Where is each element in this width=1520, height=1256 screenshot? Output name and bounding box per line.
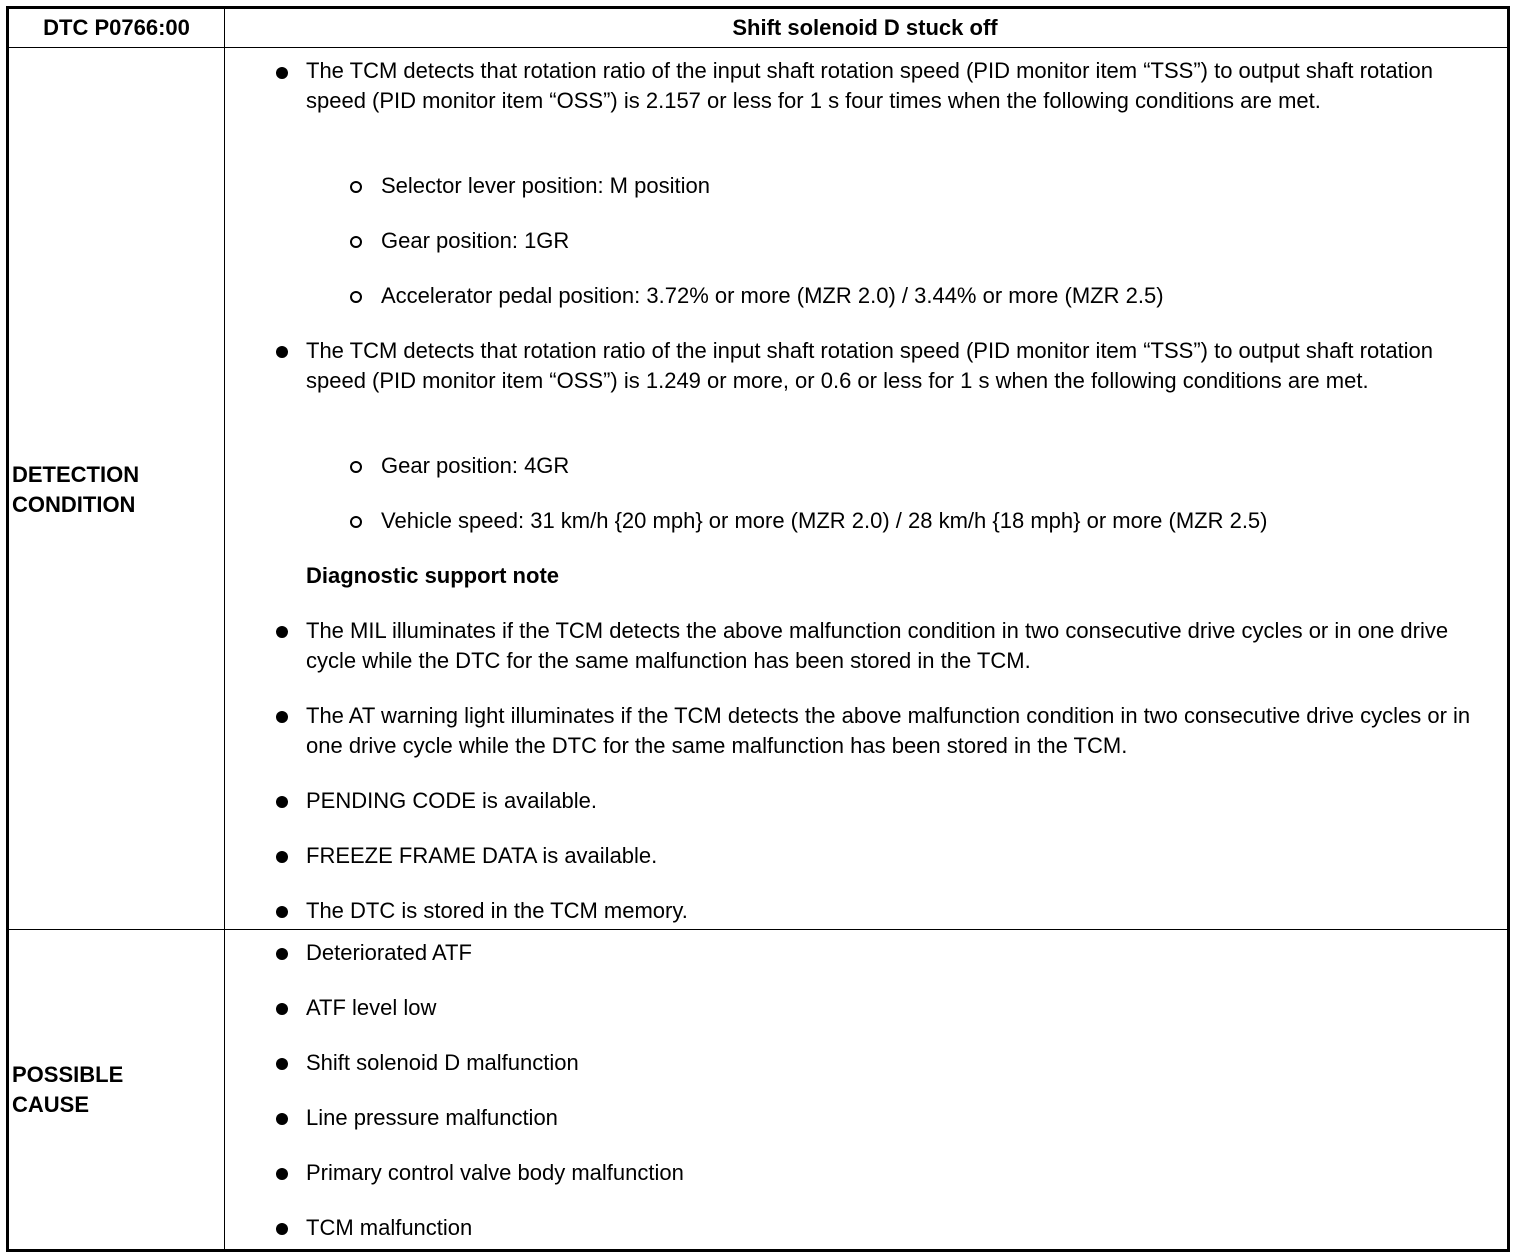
bullet-dot-icon — [276, 1168, 288, 1180]
bullet-dot-icon — [276, 1003, 288, 1015]
detection-label-line1: DETECTION — [12, 462, 140, 487]
bullet-dot-icon — [276, 1058, 288, 1070]
diagnostic-note-3: PENDING CODE is available. — [306, 788, 597, 813]
dtc-code: DTC P0766:00 — [43, 15, 190, 40]
possible-cause-content — [226, 0, 1496, 1250]
diagnostic-note-1: The MIL illuminates if the TCM detects the above malfunction condition in two consecutive drive cycles or in one drive cycle while the DTC for the same malfunction has been stored in the TCM. — [306, 618, 1449, 673]
diagnostic-note-2: The AT warning light illuminates if the TCM detects the above malfunction condition in two consecutive drive cycles or in one drive cycle while the DTC for the same malfunction has been stored in the TCM. — [306, 703, 1471, 758]
condition-1-sub-2: Gear position: 1GR — [381, 228, 570, 253]
condition-1-sub-3: Accelerator pedal position: 3.72% or more (MZR 2.0) / 3.44% or more (MZR 2.5) — [381, 283, 1164, 308]
detection-condition-label — [12, 460, 139, 520]
diagnostic-note-title: Diagnostic support note — [306, 563, 559, 588]
possible-cause-item: Primary control valve body malfunction — [306, 1160, 684, 1185]
possible-cause-label-line2: CAUSE — [12, 1092, 90, 1117]
possible-cause-label-line1: POSSIBLE — [12, 1062, 124, 1087]
condition-2-sub-2: Vehicle speed: 31 km/h {20 mph} or more (MZR 2.0) / 28 km/h {18 mph} or more (MZR 2.5) — [381, 508, 1268, 533]
possible-cause-item: TCM malfunction — [306, 1215, 473, 1240]
diagnostic-note-5: The DTC is stored in the TCM memory. — [306, 898, 688, 923]
condition-1-sub-1: Selector lever position: M position — [381, 173, 710, 198]
condition-2-sub-1: Gear position: 4GR — [381, 453, 570, 478]
dtc-code-cell — [9, 9, 224, 47]
possible-cause-label — [12, 1060, 123, 1120]
dtc-title: Shift solenoid D stuck off — [732, 15, 998, 40]
possible-cause-item: Deteriorated ATF — [306, 940, 472, 965]
bullet-dot-icon — [276, 1113, 288, 1125]
bullet-dot-icon — [276, 948, 288, 960]
possible-cause-item: Shift solenoid D malfunction — [306, 1050, 579, 1075]
detection-condition-2: The TCM detects that rotation ratio of the input shaft rotation speed (PID monitor item “TSS”) to output shaft rotation speed (PID monitor item “OSS”) is 1.249 or more, or 0.6 or less for 1 s when the following conditions are met. — [306, 338, 1434, 393]
bullet-dot-icon — [276, 1223, 288, 1235]
detection-label-line2: CONDITION — [12, 492, 136, 517]
diagnostic-note-4: FREEZE FRAME DATA is available. — [306, 843, 658, 868]
possible-cause-item: Line pressure malfunction — [306, 1105, 558, 1130]
detection-condition-1: The TCM detects that rotation ratio of the input shaft rotation speed (PID monitor item “TSS”) to output shaft rotation speed (PID monitor item “OSS”) is 2.157 or less for 1 s four times when the following conditions are met. — [306, 58, 1434, 113]
possible-cause-item: ATF level low — [306, 995, 437, 1020]
column-divider — [224, 6, 225, 1249]
